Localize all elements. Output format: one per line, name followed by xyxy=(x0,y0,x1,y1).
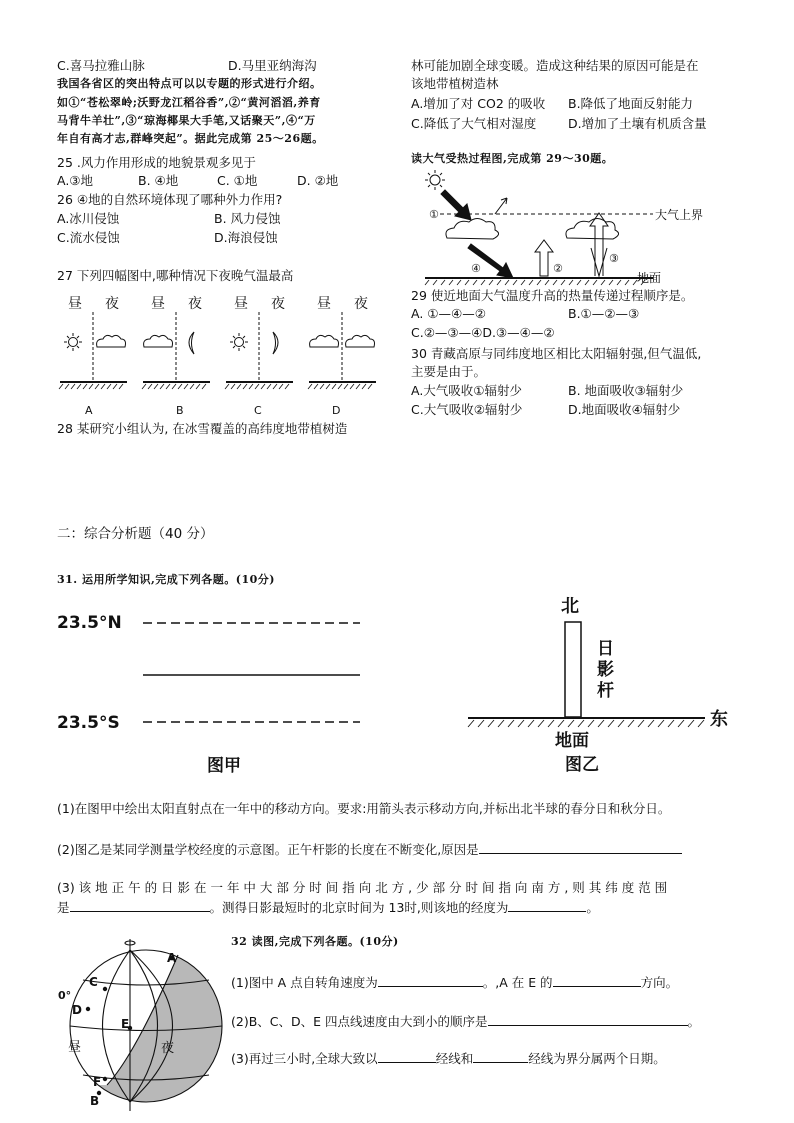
q29-option-b: B.①—②—③ xyxy=(568,306,640,321)
label-circle-3: ③ xyxy=(609,252,619,265)
q31-part-2 xyxy=(57,841,682,858)
q24-option-c: C.喜马拉雅山脉 xyxy=(57,58,145,73)
sun-icon xyxy=(425,170,445,190)
day-label-a: 昼 xyxy=(68,296,82,312)
globe-point-b: B xyxy=(90,1094,100,1108)
globe-point-a: A xyxy=(167,951,177,965)
atmosphere-heating-figure xyxy=(415,168,745,286)
fig-label-c: C xyxy=(254,404,262,417)
q32-part-3-blank-a[interactable] xyxy=(378,1050,436,1063)
q32-part-1-end: 方向。 xyxy=(640,975,679,990)
q31-part-3b-pre: 是 xyxy=(57,900,70,915)
q29-option-c-d xyxy=(411,325,555,341)
night-label-d: 夜 xyxy=(354,296,368,312)
q24-option-d: D.马里亚纳海沟 xyxy=(228,58,317,73)
label-circle-4: ④ xyxy=(471,262,481,275)
fig-label-a: A xyxy=(85,404,93,417)
pole-label-2: 影 xyxy=(597,660,614,680)
q30-option-d: D.地面吸收④辐射少 xyxy=(568,402,681,417)
arrow-3-down xyxy=(591,248,607,276)
q26-option-d: D.海浪侵蚀 xyxy=(214,230,278,245)
q29-option-d: D.③—④—② xyxy=(482,325,555,340)
intro-line-2: 如①“苍松翠岭;沃野龙江稻谷香”,②“黄河滔滔,养育 xyxy=(57,96,321,109)
ground-label: 地面 xyxy=(637,271,662,285)
lat-north-label: 23.5°N xyxy=(57,613,122,633)
ground-label: 地面 xyxy=(555,731,589,751)
atmosphere-top-label: 大气上界 xyxy=(655,208,704,222)
q26-option-c: C.流水侵蚀 xyxy=(57,230,120,245)
panel-d xyxy=(308,312,376,389)
q31-intro: 31. 运用所学知识,完成下列各题。(10分) xyxy=(57,573,276,586)
globe-figure xyxy=(55,935,225,1115)
q29-option-c: C.②—③—④ xyxy=(411,325,483,340)
day-label-d: 昼 xyxy=(317,296,331,312)
atm-fig-intro: 读大气受热过程图,完成第 29～30题。 xyxy=(411,152,614,165)
q29-option-a: A. ①—④—② xyxy=(411,306,486,321)
q25-option-c: C. ①地 xyxy=(217,173,258,188)
q32-part-1-mid: 。,A 在 E 的 xyxy=(482,975,553,990)
q27-figure xyxy=(55,292,385,422)
q26-stem: 26 ④地的自然环境体现了哪种外力作用? xyxy=(57,192,283,207)
q32-part-1 xyxy=(231,974,678,991)
arrow-1 xyxy=(441,190,471,220)
q27-stem: 27 下列四幅图中,哪种情况下夜晚气温最高 xyxy=(57,268,294,283)
q30-stem-2: 主要是由于。 xyxy=(411,364,487,379)
night-label-b: 夜 xyxy=(188,296,202,312)
q25-option-d: D. ②地 xyxy=(297,173,339,188)
east-label: 东 xyxy=(710,709,728,730)
intro-line-4: 年自有高才志,群峰突起”。据此完成第 25～26题。 xyxy=(57,132,324,145)
arrow-2 xyxy=(535,240,553,276)
q32-part-1-blank-b[interactable] xyxy=(553,974,641,987)
q28-option-c: C.降低了大气相对湿度 xyxy=(411,116,537,131)
figure-jia-caption: 图甲 xyxy=(207,756,241,776)
q30-option-a: A.大气吸收①辐射少 xyxy=(411,383,523,398)
q31-part-2-blank[interactable] xyxy=(479,841,682,854)
q28-stem: 28 某研究小组认为, 在冰雪覆盖的高纬度地带植树造 xyxy=(57,421,348,436)
q25-option-b: B. ④地 xyxy=(138,173,179,188)
day-label-b: 昼 xyxy=(151,296,165,312)
q32-part-2-blank[interactable] xyxy=(488,1013,688,1026)
night-label-c: 夜 xyxy=(271,296,285,312)
globe-point-d: D xyxy=(72,1003,82,1017)
q25-stem: 25 .风力作用形成的地貌景观多见于 xyxy=(57,155,256,170)
figure-jia xyxy=(55,605,375,780)
night-label-a: 夜 xyxy=(105,296,119,312)
panel-b xyxy=(142,312,210,389)
cloud-left xyxy=(446,219,499,240)
q31-part-3b-mid: 。测得日影最短时的北京时间为 13时,则该地的经度为 xyxy=(209,900,509,915)
q28-option-b: B.降低了地面反射能力 xyxy=(568,96,694,111)
north-label: 北 xyxy=(561,596,579,617)
intro-line-1: 我国各省区的突出特点可以以专题的形式进行介绍。 xyxy=(57,77,322,90)
q28-option-d: D.增加了土壤有机质含量 xyxy=(568,116,707,131)
q32-part-3-blank-b[interactable] xyxy=(473,1050,528,1063)
q31-part-3a: (3) 该 地 正 午 的 日 影 在 一 年 中 大 部 分 时 间 指 向 北 方 , 少 部 分 时 间 指 向 南 方 , 则 其 纬 度 范 围 xyxy=(57,880,668,895)
q29-stem: 29 使近地面大气温度升高的热量传递过程顺序是。 xyxy=(411,288,694,303)
q32-part-2-pre: (2)B、C、D、E 四点线速度由大到小的顺序是 xyxy=(231,1014,488,1029)
q32-part-3-pre: (3)再过三小时,全球大致以 xyxy=(231,1051,378,1066)
q28-option-a: A.增加了对 CO2 的吸收 xyxy=(411,96,546,111)
day-label-c: 昼 xyxy=(234,296,248,312)
q30-option-c: C.大气吸收②辐射少 xyxy=(411,402,523,417)
panel-c xyxy=(225,312,293,389)
q25-option-a: A.③地 xyxy=(57,173,94,188)
figure-yi-caption: 图乙 xyxy=(565,755,599,775)
q26-option-a: A.冰川侵蚀 xyxy=(57,211,120,226)
q32-part-1-blank-a[interactable] xyxy=(378,974,483,987)
q31-part-3b xyxy=(57,899,599,916)
globe-point-f: F xyxy=(93,1075,102,1089)
q31-part-2-text: (2)图乙是某同学测量学校经度的示意图。正午杆影的长度在不断变化,原因是 xyxy=(57,842,479,857)
globe-night-label: 夜 xyxy=(161,1041,175,1056)
cloud-right xyxy=(566,219,619,240)
intro-line-3: 马背牛羊壮”,③“琼海椰果大手笔,又话聚天”,④“万 xyxy=(57,114,316,127)
arrow-3-up xyxy=(590,213,608,276)
q31-part-3-lat-blank[interactable] xyxy=(70,899,210,912)
q32-part-3 xyxy=(231,1050,666,1067)
q30-option-b: B. 地面吸收③辐射少 xyxy=(568,383,684,398)
q32-part-1-pre: (1)图中 A 点自转角速度为 xyxy=(231,975,378,990)
fig-label-b: B xyxy=(176,404,184,417)
q32-part-3-end: 经线为界分属两个日期。 xyxy=(528,1051,666,1066)
q31-part-3-lon-blank[interactable] xyxy=(508,899,586,912)
globe-point-c: C xyxy=(89,975,98,989)
globe-point-e: E xyxy=(121,1017,130,1031)
q32-part-2-end: 。 xyxy=(687,1014,701,1029)
lat-south-label: 23.5°S xyxy=(57,713,120,733)
q30-stem-1: 30 青藏高原与同纬度地区相比太阳辐射强,但气温低, xyxy=(411,346,702,361)
figure-yi xyxy=(460,592,760,782)
q26-option-b: B. 风力侵蚀 xyxy=(214,211,281,226)
globe-day-label: 昼 xyxy=(68,1040,82,1055)
q31-part-3b-end: 。 xyxy=(586,900,599,915)
q28-cont-2: 该地带植树造林 xyxy=(411,76,499,91)
fig-label-d: D xyxy=(332,404,341,417)
q28-cont-1: 林可能加剧全球变暖。造成这种结果的原因可能是在 xyxy=(411,58,699,73)
section-2-title: 二：综合分析题（40 分） xyxy=(57,526,214,542)
globe-zero-label: 0° xyxy=(58,989,72,1002)
pole-label-3: 杆 xyxy=(597,681,614,701)
panel-a xyxy=(59,312,127,389)
q31-part-1: (1)在图甲中绘出太阳直射点在一年中的移动方向。要求:用箭头表示移动方向,并标出北半球的春分日和秋分日。 xyxy=(57,801,671,816)
label-circle-1: ① xyxy=(429,208,439,221)
gnomon-pole xyxy=(565,622,581,717)
q32-part-2 xyxy=(231,1013,700,1030)
pole-label-1: 日 xyxy=(597,639,614,659)
q32-intro: 32 读图,完成下列各题。(10分) xyxy=(231,935,399,948)
label-circle-2: ② xyxy=(553,262,563,275)
q32-part-3-mid: 经线和 xyxy=(435,1051,474,1066)
